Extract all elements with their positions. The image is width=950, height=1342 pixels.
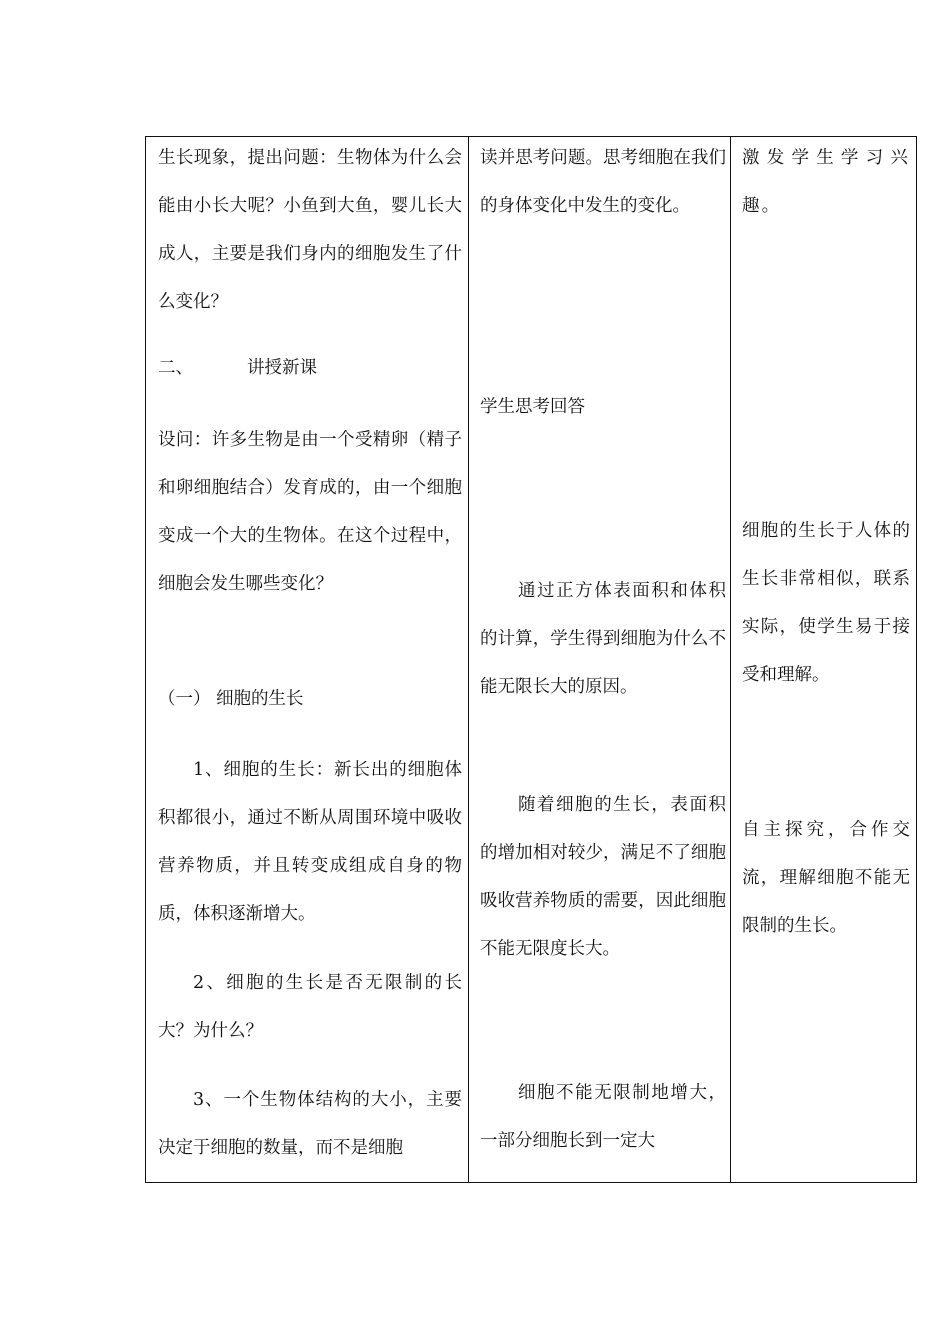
column-divider: [468, 137, 469, 1182]
list-item: 1、细胞的生长：新长出的细胞体积都很小，通过不断从周围环境中吸收营养物质，并且转变成组成自身的物质，体积逐渐增大。: [158, 760, 462, 924]
list-item: 2、细胞的生长是否无限制的长大？为什么？: [158, 973, 462, 1041]
intent-paragraph: 细胞的生长于人体的生长非常相似，联系实际，使学生易于接受和理解。: [742, 521, 910, 685]
intent-paragraph: 自主探究，合作交流，理解细胞不能无限制的生长。: [742, 820, 910, 936]
list-item: 3、一个生物体结构的大小，主要决定于细胞的数量，而不是细胞: [158, 1090, 462, 1158]
student-paragraph: 通过正方体表面积和体积的计算，学生得到细胞为什么不能无限长大的原因。: [480, 581, 726, 697]
section-number: 二、: [158, 358, 193, 378]
intro-paragraph: 生长现象，提出问题：生物体为什么会能由小长大呢？小鱼到大鱼，婴儿长大成人，主要是我们身内的细胞发生了什么变化？: [158, 148, 462, 312]
teacher-activity-column: [158, 137, 462, 1182]
column-divider: [730, 137, 731, 1182]
student-paragraph: 读并思考问题。思考细胞在我们的身体变化中发生的变化。: [480, 148, 726, 216]
subsection-heading: （一） 细胞的生长: [158, 689, 304, 709]
lesson-table: [145, 136, 917, 1183]
student-paragraph: 学生思考回答: [480, 397, 585, 417]
student-paragraph: 细胞不能无限制地增大，一部分细胞长到一定大: [480, 1083, 726, 1151]
intent-paragraph: 激发学生学习兴趣。: [742, 148, 910, 216]
student-activity-column: [480, 137, 726, 1182]
question-paragraph: 设问：许多生物是由一个受精卵（精子和卵细胞结合）发育成的，由一个细胞变成一个大的生物体。在这个过程中，细胞会发生哪些变化？: [158, 430, 462, 594]
design-intent-column: [742, 137, 910, 1182]
student-paragraph: 随着细胞的生长，表面积的增加相对较少，满足不了细胞吸收营养物质的需要，因此细胞不能无限度长大。: [480, 795, 726, 959]
section-title: 讲授新课: [247, 358, 317, 378]
section-heading: [158, 344, 462, 392]
